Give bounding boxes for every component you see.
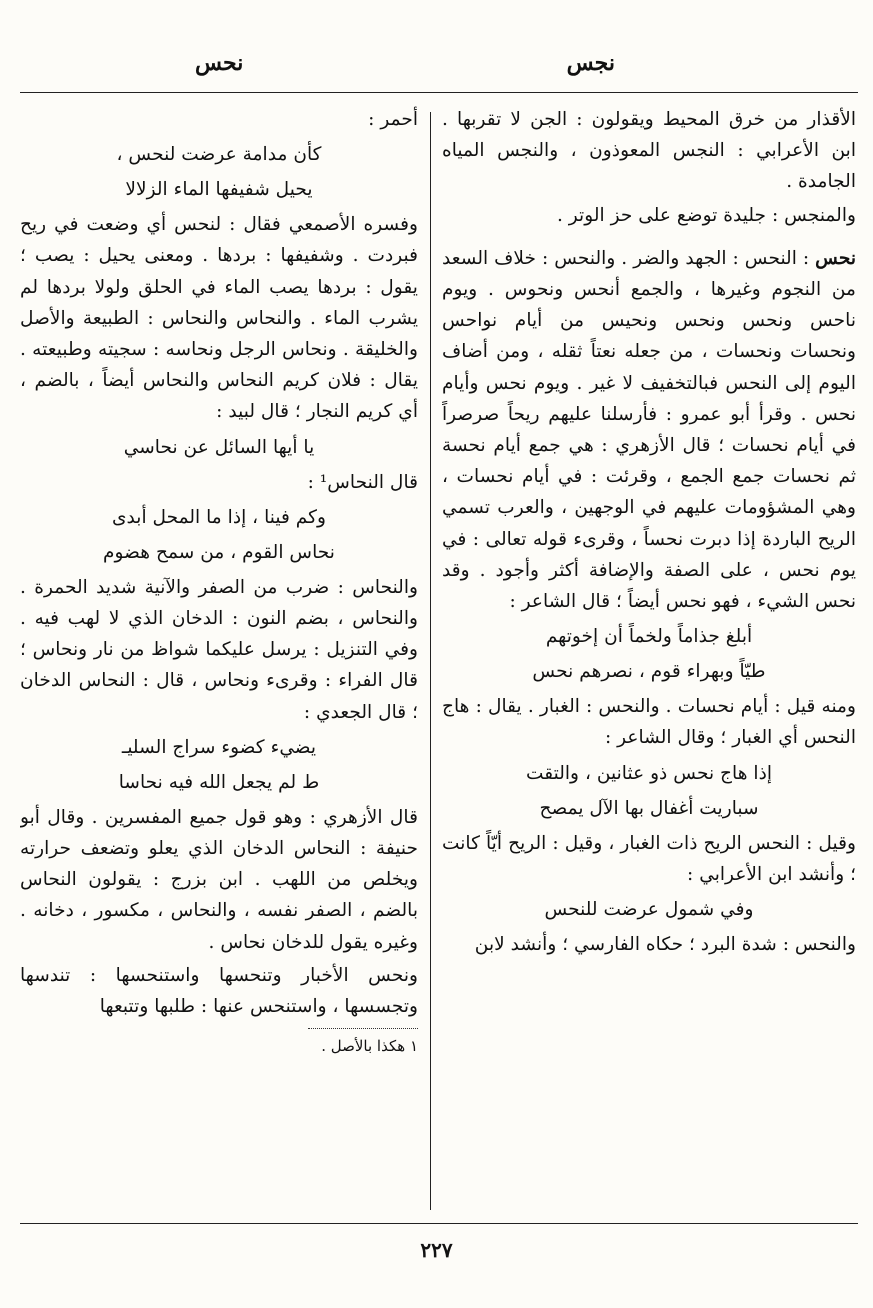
verse-line: يضيء كضوء سراج السليـ [121, 736, 317, 758]
footnote: ١ هكذا بالأصل . [321, 1037, 418, 1056]
verse-line: طيّاً وبهراء قوم ، نصرهم نحس [532, 661, 766, 683]
paragraph: ومنه قيل : أيام نحسات . والنحس : الغبار . يقال : هاج النحس أي الغبار ؛ وقال الشاعر : [442, 696, 856, 749]
header-rule [20, 92, 858, 93]
verse-line: وكم فينا ، إذا ما المحل أبدى [111, 506, 326, 528]
paragraph: وقيل : النحس الريح ذات الغبار ، وقيل : الريح أيّاً كانت ؛ وأنشد ابن الأعرابي : [442, 832, 856, 885]
verse-line: يا أيها السائل عن نحاسي [123, 436, 315, 458]
left-column [20, 104, 418, 1216]
page-number: ٢٢٧ [420, 1238, 453, 1262]
verse-line: نحاس القوم ، من سمح هضوم [103, 541, 335, 563]
continued-entry-text: الأقذار من خرق المحيط ويقولون : الجن لا تقربها . ابن الأعرابي : النجس المعوذون ، والنجس المياه الجامدة . [442, 109, 856, 193]
paragraph: قال النحاس¹ : [307, 471, 418, 493]
entry-nahs [442, 243, 856, 617]
verse-line: إذا هاج نحس ذو عثانين ، والتقت [525, 762, 773, 784]
entry-headword: نحس [815, 247, 856, 269]
paragraph: قال الأزهري : وهو قول جميع المفسرين . وقال أبو حنيفة : النحاس الدخان الذي يعلو وتضعف حرارته ويخلص من اللهب . ابن بزرج : يقولون النحاس بالضم ، الصفر نفسه ، والنحاس ، مكسور ، دخانه . وغيره يقول للدخان نحاس . [20, 806, 418, 953]
right-column [442, 104, 856, 1216]
paragraph: وفسره الأصمعي فقال : لنحس أي وضعت في ريح فبردت . وشفيفها : بردها . ومعنى يحيل : يصب ؛ يقول : بردها يصب الماء في الحلق ولولا بردها لم يشرب الماء . والنحاس والنحاس : الطبيعة والأصل والخليقة . ونحاس الرجل ونحاسه : سجيته وطبيعته . يقال : فلان كريم النحاس والنحاس أيضاً ، بالضم ، أي كريم النجار ؛ قال لبيد : [20, 214, 418, 423]
right-running-head: نجس [566, 50, 615, 76]
verse-line: ط لم يجعل الله فيه نحاسا [118, 771, 320, 793]
paragraph: والنحاس : ضرب من الصفر والآنية شديد الحمرة . والنحاس ، بضم النون : الدخان الذي لا لهب فيه . وفي التنزيل : يرسل عليكما شواظ من نار ونحاس ؛ قال الفراء : وقرىء ونحاس ، قال : النحاس الدخان ؛ قال الجعدي : [20, 576, 418, 723]
verse-line: وفي شمول عرضت للنحس [544, 899, 754, 921]
left-running-head: نحس [195, 50, 244, 76]
entry-body: : النحس : الجهد والضر . والنحس : خلاف السعد من النجوم وغيرها ، والجمع أنحس ونحوس . ويوم ناحس ونحس ونحس ونحيس من أيام نواحس ونحسات ونحسات ، من جعله نعتاً ثقله ، ومن أضاف اليوم إلى النحس فبالتخفيف لا غير . ويوم نحس وأيام نحس . وقرأ أبو عمرو : فأرسلنا عليهم ريحاً صرصراً في أيام نحسات ؛ قال الأزهري : هي جمع أيام نحسة ثم نحسات جمع الجمع ، وقرئت : في أيام نحسات ، وهي المشؤومات عليهم في الوجهين ، والعرب تسمي الريح الباردة إذا دبرت نحساً ، وقرىء قوله تعالى : في يوم نحس ، على الصفة والإضافة أكثر وأجود . وقد نحس الشيء ، فهو نحس أيضاً ؛ قال الشاعر : [442, 247, 856, 613]
verse-line: كأن مدامة عرضت لنحس ، [116, 144, 322, 166]
footnote-rule [308, 1028, 418, 1029]
column-separator [430, 112, 431, 1210]
verse-line: أبلغ جذاماً ولخماً أن إخوتهم [545, 626, 753, 648]
continued-entry-line: والمنجس : جليدة توضع على حز الوتر . [556, 204, 856, 226]
paragraph: والنحس : شدة البرد ؛ حكاه الفارسي ؛ وأنشد لابن [474, 934, 856, 956]
paragraph: أحمر : [368, 109, 418, 130]
verse-line: سباريت أغفال بها الآل يمصح [539, 797, 759, 819]
paragraph: ونحس الأخبار وتنحسها واستنحسها : تندسها وتجسسها ، واستنحس عنها : طلبها وتتبعها [20, 964, 418, 1018]
verse-line: يحيل شفيفها الماء الزلالا [125, 179, 313, 201]
footer-rule [20, 1223, 858, 1224]
